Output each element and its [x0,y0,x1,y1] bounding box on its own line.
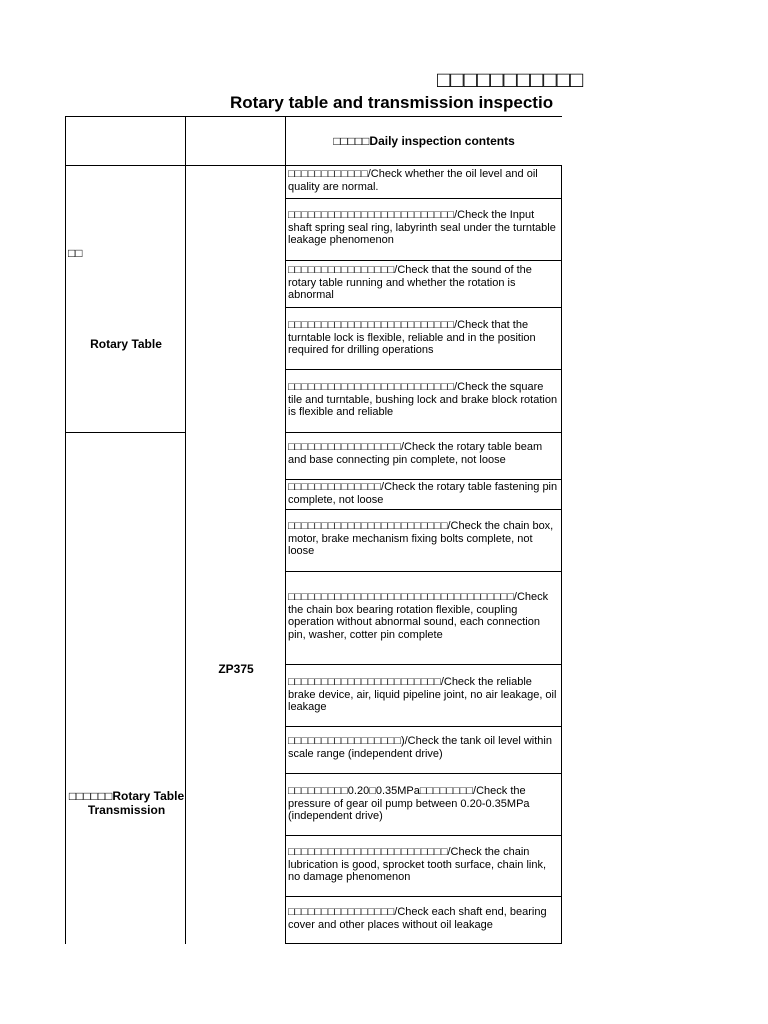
group-cell-rotary-table-transmission [65,432,186,944]
inspection-row: □□□□□□□□□□□□□□□□□□□□□□□/Check the reliable brake device, air, liquid pipeline joint, no air leakage, oil leakage [285,664,562,727]
group-cell-rotary-table [65,166,186,433]
header-cell-equipment [65,116,186,166]
inspection-row: □□□□□□□□□0.20□0.35MPa□□□□□□□□/Check the pressure of gear oil pump between 0.20-0.35MPa (independent drive) [285,773,562,836]
inspection-row: □□□□□□□□□□□□□□□□□□□□□□□□/Check the chain lubrication is good, sprocket tooth surface, chain link, no damage phenomenon [285,835,562,897]
inspection-row: □□□□□□□□□□□□□□/Check the rotary table fastening pin complete, not loose [285,479,562,510]
inspection-row: □□□□□□□□□□□□□□□□□□□□□□□□□/Check the square tile and turntable, bushing lock and brake block rotation is flexible and reliable [285,369,562,433]
inspection-row: □□□□□□□□□□□□□□□□/Check each shaft end, bearing cover and other places without oil leakage [285,896,562,944]
group-label-rotary-table-transmission: □□□□□□Rotary Table Transmission [68,789,185,817]
model-label: ZP375 [218,662,254,676]
group-label-rotary-table-en: Rotary Table [90,337,162,351]
inspection-row: □□□□□□□□□□□□/Check whether the oil level and oil quality are normal. [285,166,562,199]
inspection-row: □□□□□□□□□□□□□□□□□□□□□□□□□/Check that the turntable lock is flexible, reliable and in the position required for drilling operations [285,307,562,370]
header-cell-daily-inspection: □□□□□Daily inspection contents [285,116,562,166]
inspection-row: □□□□□□□□□□□□□□□□□□□□□□□□□□□□□□□□□□/Check the chain box bearing rotation flexible, coupling operation without abnormal sound, each connection pin, washer, cotter pin complete [285,571,562,665]
inspection-row: □□□□□□□□□□□□□□□□/Check that the sound of the rotary table running and whether the rotation is abnormal [285,260,562,308]
page-title-chinese: □□□□□□□□□□□ [437,67,584,92]
page-title-english: Rotary table and transmission inspectio [230,93,554,112]
model-cell [185,166,286,944]
inspection-row: □□□□□□□□□□□□□□□□□)/Check the tank oil level within scale range (independent drive) [285,726,562,774]
inspection-row: □□□□□□□□□□□□□□□□□□□□□□□□/Check the chain box, motor, brake mechanism fixing bolts complete, not loose [285,509,562,572]
inspection-row: □□□□□□□□□□□□□□□□□□□□□□□□□/Check the Input shaft spring seal ring, labyrinth seal under the turntable leakage phenomenon [285,198,562,261]
inspection-row: □□□□□□□□□□□□□□□□□/Check the rotary table beam and base connecting pin complete, not loose [285,432,562,480]
group-label-rotary-table-cn: □□ [68,246,83,260]
header-cell-model [185,116,286,166]
